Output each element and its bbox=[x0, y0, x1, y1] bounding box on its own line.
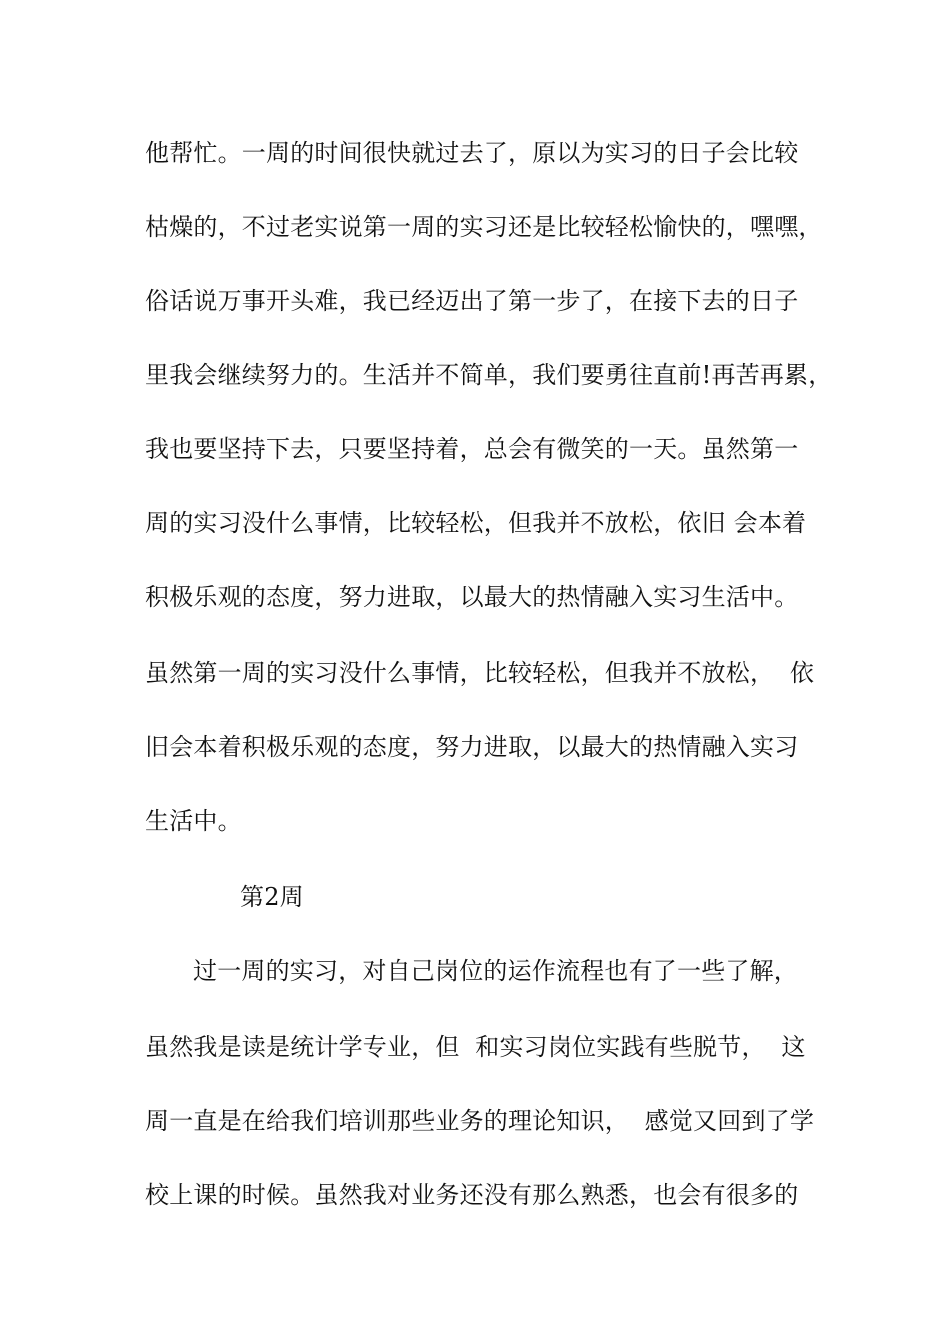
text-line: 积极乐观的态度，努力进取，以最大的热情融入实习生活中。 bbox=[145, 583, 799, 611]
text-line: 他帮忙。一周的时间很快就过去了，原以为实习的日子会比较 bbox=[145, 139, 799, 167]
text-line: 过一周的实习，对自己岗位的运作流程也有了一些了解， bbox=[193, 957, 798, 985]
text-line: 我也要坚持下去，只要坚持着，总会有微笑的一天。虽然第一 bbox=[145, 435, 799, 463]
text-line: 周的实习没什么事情，比较轻松，但我并不放松，依旧 会本着 bbox=[145, 509, 807, 537]
text-line: 周一直是在给我们培训那些业务的理论知识， 感觉又回到了学 bbox=[145, 1107, 815, 1135]
section-heading: 第2周 bbox=[240, 883, 304, 911]
text-line: 俗话说万事开头难，我已经迈出了第一步了，在接下去的日子 bbox=[145, 287, 799, 315]
text-line: 旧会本着积极乐观的态度，努力进取，以最大的热情融入实习 bbox=[145, 733, 799, 761]
text-line: 虽然我是读是统计学专业，但 和实习岗位实践有些脱节， 这 bbox=[145, 1033, 806, 1061]
text-line: 生活中。 bbox=[145, 807, 242, 835]
text-line: 里我会继续努力的。生活并不简单，我们要勇往直前!再苦再累， bbox=[145, 361, 833, 389]
text-line: 校上课的时候。虽然我对业务还没有那么熟悉，也会有很多的 bbox=[145, 1181, 799, 1209]
text-line: 枯燥的，不过老实说第一周的实习还是比较轻松愉快的，嘿嘿， bbox=[145, 213, 823, 241]
text-line: 虽然第一周的实习没什么事情，比较轻松，但我并不放松， 依 bbox=[145, 659, 815, 687]
